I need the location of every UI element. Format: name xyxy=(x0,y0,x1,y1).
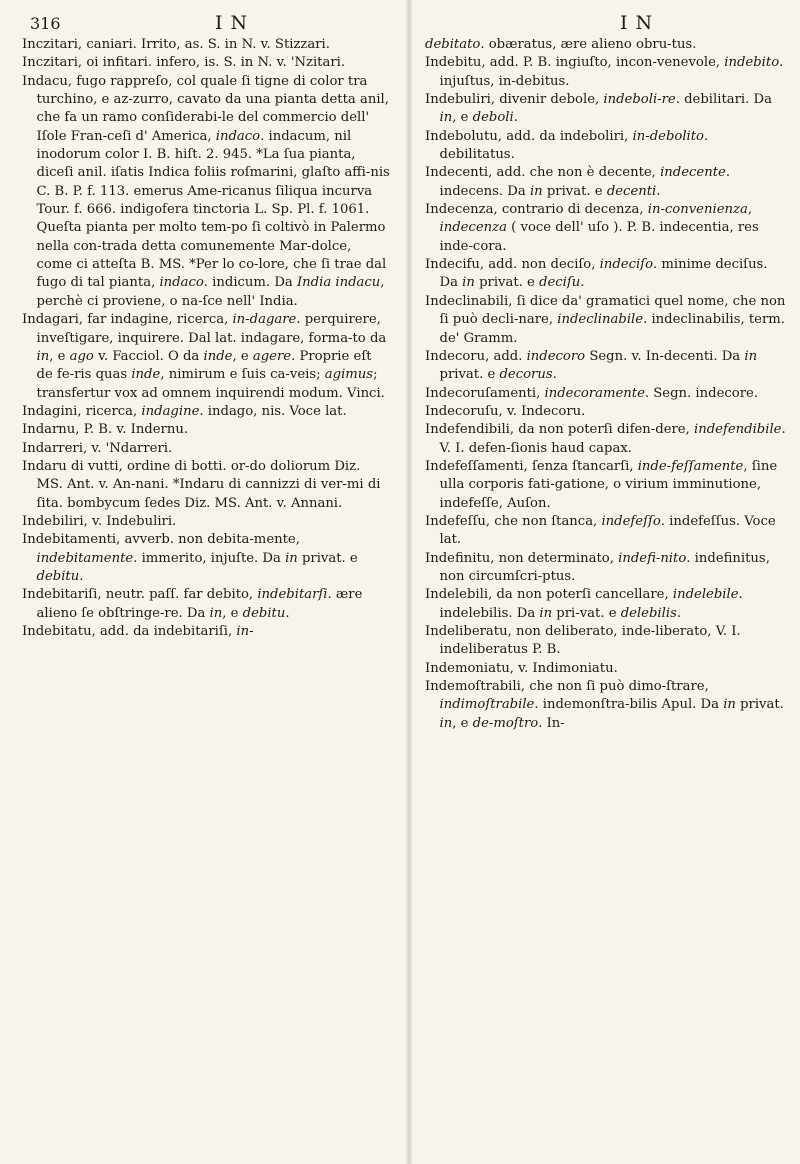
entry-text: . xyxy=(285,605,290,621)
entry-text: indimoſtrabile xyxy=(439,697,535,713)
dictionary-entry xyxy=(425,513,787,550)
entry-text: indebito xyxy=(724,55,780,71)
entry-text: Inczitari, caniari. Irrito, as. S. in N. v. Stizzari. xyxy=(22,37,330,52)
entry-text: indeclinabile xyxy=(557,312,644,328)
dictionary-entry xyxy=(425,660,787,678)
entry-text: . xyxy=(676,605,682,621)
entry-text: . xyxy=(656,183,661,199)
entry-text: indaco xyxy=(215,128,261,144)
entry-text: . V. I. defen-ſionis haud capax. xyxy=(439,422,786,456)
entry-text: Indebolutu, add. da indeboliri, xyxy=(425,128,633,144)
entry-text: , perchè ci proviene, o na-ſce nell' India. xyxy=(36,275,385,309)
entry-text: . injuſtus, in-debitus. xyxy=(439,55,784,89)
entry-text: . perquirere, inveſtigare, inquirere. Dal lat. indagare, forma-to da xyxy=(36,312,387,346)
dictionary-entry xyxy=(425,421,787,458)
entry-text: indefi-nito xyxy=(618,550,687,566)
entry-text: agimus xyxy=(324,367,374,383)
dictionary-entry xyxy=(22,54,390,72)
entry-text: privat. xyxy=(735,697,784,713)
entry-text: Segn. v. In-decenti. Da xyxy=(585,348,745,364)
dictionary-entry xyxy=(22,311,390,403)
entry-text: Indecenza, contrario di decenza, xyxy=(425,202,648,218)
entry-text: Indecoru, add. xyxy=(425,348,527,364)
entry-text: . indago, nis. Voce lat. xyxy=(199,403,347,419)
entry-text: inde-feſſamente xyxy=(637,458,744,474)
entry-text: , e xyxy=(452,110,473,126)
entry-text: in xyxy=(36,348,50,364)
dictionary-entry xyxy=(22,586,390,623)
entry-text: debitu xyxy=(36,568,80,584)
entry-text: ago xyxy=(69,348,94,364)
entry-text: in xyxy=(439,110,453,126)
entry-text: , xyxy=(747,202,753,218)
entry-text: indelebile xyxy=(672,587,739,603)
entry-text: in xyxy=(744,348,758,364)
entry-text: , nimirum e ſuis ca-veis; xyxy=(160,367,325,383)
entry-text: . indelebilis. Da xyxy=(439,587,743,621)
entry-text: v. Facciol. O da xyxy=(93,348,204,364)
entry-text: delebilis xyxy=(620,605,677,621)
entry-text: Indecoruſamenti, xyxy=(425,385,545,401)
dictionary-entry xyxy=(425,458,787,513)
entry-text: , ſine ulla corporis fati-gatione, o virium imminutione, indefeſſe, Auſon. xyxy=(439,458,778,511)
entry-text: . xyxy=(552,367,557,383)
entry-text: indeciſo xyxy=(599,257,654,273)
entry-text: Indebitu, add. P. B. ingiuſto, incon-venevole, xyxy=(425,55,725,71)
dictionary-entry xyxy=(425,348,787,385)
dictionary-entry xyxy=(22,458,390,513)
entry-text: in xyxy=(539,605,553,621)
dictionary-entry xyxy=(425,293,787,348)
entry-text: . xyxy=(513,110,518,126)
right-column xyxy=(425,36,787,1156)
page-number: 316 xyxy=(30,14,61,33)
dictionary-entry xyxy=(425,54,787,91)
entry-text: . indecens. Da xyxy=(439,165,731,199)
running-headword-left: I N xyxy=(215,12,249,34)
entry-text: deboli xyxy=(472,110,514,126)
entry-text: deciſu xyxy=(539,275,581,291)
entry-text: . indefeſſus. Voce lat. xyxy=(439,513,776,548)
running-headword-right: I N xyxy=(620,12,654,34)
entry-text: . indicum. Da xyxy=(203,275,297,291)
entry-text: indebitamente xyxy=(36,550,134,566)
entry-text: Indarnu, P. B. v. Indernu. xyxy=(22,422,189,438)
entry-text: indeboli-re xyxy=(603,92,676,108)
entry-text: indacu xyxy=(335,275,381,291)
entry-text: Indeclinabili, ſi dice da' gramatici quel nome, che non ſi può decli-nare, xyxy=(425,293,786,328)
entry-text: agere xyxy=(252,348,292,364)
dictionary-entry xyxy=(425,623,787,660)
entry-text: debitu xyxy=(242,605,286,621)
entry-text: Inczitari, oi infitari. infero, is. S. in N. v. 'Nzitari. xyxy=(22,55,346,71)
entry-text: in-dagare xyxy=(232,312,297,328)
entry-text: decenti xyxy=(606,183,657,199)
entry-text: in-debolito xyxy=(632,128,705,144)
entry-text: indagine xyxy=(141,403,200,419)
dictionary-entry xyxy=(425,36,787,54)
entry-text: Indeliberatu, non deliberato, inde-liberato, V. I. indeliberatus P. B. xyxy=(425,624,741,658)
entry-text: indebitarſi xyxy=(257,587,328,603)
entry-text: indefendibile xyxy=(694,422,782,438)
entry-text: . debilitatus. xyxy=(439,128,709,163)
entry-text: Indefeſſu, che non ſtanca, xyxy=(425,513,602,529)
dictionary-entry xyxy=(425,91,787,128)
entry-text: Indebitamenti, avverb. non debita-mente, xyxy=(22,532,300,548)
dictionary-entry xyxy=(22,623,390,641)
entry-text: decorus xyxy=(499,367,553,383)
entry-text: . xyxy=(580,275,585,291)
left-column xyxy=(22,36,390,1156)
entry-text: Indebuliri, divenir debole, xyxy=(425,92,604,108)
entry-text: India xyxy=(296,275,332,291)
entry-text: Indagini, ricerca, xyxy=(22,403,142,419)
entry-text: de-moſtro xyxy=(472,715,539,731)
entry-text: Indaru di vutti, ordine di botti. or-do doliorum Diz. MS. Ant. v. An-nani. *Indaru di cannizzi di ver-mi di ſita. bombycum ſedes Diz. MS. Ant. v. Annani. xyxy=(22,458,381,511)
entry-text: . Proprie eſt de fe-ris quas xyxy=(36,348,372,383)
entry-text: Indefeſſamenti, ſenza ſtancarſi, xyxy=(425,458,638,474)
entry-text: . In- xyxy=(538,715,565,731)
entry-text: . Segn. indecore. xyxy=(644,385,759,401)
entry-text: Indelebili, da non poterſi cancellare, xyxy=(425,587,673,603)
dictionary-entry xyxy=(22,421,390,439)
dictionary-entry xyxy=(425,678,787,733)
entry-text: Indebitariſi, neutr. paſſ. far debito, xyxy=(22,587,258,603)
entry-text: indaco xyxy=(159,275,204,291)
entry-text: . xyxy=(79,568,84,584)
entry-text: . immerito, injuſte. Da xyxy=(133,550,286,566)
entry-text: pri-vat. e xyxy=(552,605,621,621)
column-gutter xyxy=(405,0,413,1164)
dictionary-entry xyxy=(425,256,787,293)
entry-text: inde xyxy=(203,348,233,364)
entry-text: . indacum, nil inodorum color I. B. hiſt. 2. 945. *La ſua pianta, diceſi anil. iſatis Indica foliis roſmarini, glaſto affi-nis C. B. P. f. 113. emerus Ame-ricanus ſiliqua incurva Tour. f. 666. indigofera tinctoria L. Sp. Pl. f. 1061. Queſta pianta per molto tem-po ſi coltivò in Palermo nella con-trada detta comunemente Mar-dolce, come ci atteſta B. MS. *Per lo co-lore, che ſi trae dal fugo di tal pianta, xyxy=(36,128,390,291)
entry-text: ( voce dell' uſo ). P. B. indecentia, res inde-cora. xyxy=(439,220,759,254)
dictionary-entry xyxy=(425,201,787,256)
dictionary-entry xyxy=(22,73,390,311)
dictionary-entry xyxy=(425,385,787,403)
entry-text: in- xyxy=(236,624,254,639)
entry-text: . minime deciſus. Da xyxy=(439,257,768,291)
entry-text: . debilitari. Da xyxy=(675,92,772,108)
dictionary-entry xyxy=(425,586,787,623)
entry-text: , e xyxy=(232,348,253,364)
entry-text: Indarreri, v. 'Ndarreri. xyxy=(22,440,173,456)
dictionary-entry xyxy=(425,403,787,421)
entry-text: in xyxy=(462,275,475,291)
entry-text: privat. e xyxy=(542,183,607,199)
dictionary-entry xyxy=(22,36,390,54)
dictionary-entry xyxy=(425,128,787,165)
entry-text: Indacu, fugo rappreſo, col quale ſi tigne di color tra turchino, e az-zurro, cavato da una pianta detta anil, che fa un ramo conſiderabi-le del commercio dell' Iſole Fran-ceſi d' America, xyxy=(22,73,389,144)
entry-text: Indecoruſu, v. Indecoru. xyxy=(425,403,586,419)
entry-text: in xyxy=(439,715,453,731)
entry-text: . obæratus, ære alieno obru-tus. xyxy=(480,37,697,52)
entry-text: in xyxy=(209,605,223,621)
entry-text: in xyxy=(285,550,298,566)
entry-text: . ære alieno ſe obſtringe-re. Da xyxy=(36,587,363,621)
entry-text: privat. e xyxy=(439,367,500,383)
entry-text: debitato xyxy=(425,37,481,52)
dictionary-entry xyxy=(22,513,390,531)
entry-text: , e xyxy=(49,348,70,364)
entry-text: , e xyxy=(452,715,473,731)
entry-text: in xyxy=(723,697,736,713)
entry-text: . indemonſtra-bilis Apul. Da xyxy=(534,697,724,713)
entry-text: Indebitatu, add. da indebitariſi, xyxy=(22,624,237,639)
entry-text: indefeſſo xyxy=(601,513,661,529)
entry-text: Indemoſtrabili, che non ſi può dimo-ſtrare, xyxy=(425,679,709,695)
dictionary-entry xyxy=(425,164,787,201)
entry-text: . indeclinabilis, term. de' Gramm. xyxy=(439,312,785,346)
entry-text: Indebiliri, v. Indebuliri. xyxy=(22,513,177,529)
entry-text: privat. e xyxy=(474,275,540,291)
entry-text: , e xyxy=(222,605,243,621)
entry-text: Indecifu, add. non deciſo, xyxy=(425,257,600,273)
entry-text: indecoro xyxy=(526,348,586,364)
entry-text: Indefinitu, non determinato, xyxy=(425,550,619,566)
dictionary-entry xyxy=(425,550,787,587)
entry-text: indecoramente xyxy=(544,385,645,401)
entry-text: indecente xyxy=(660,165,726,181)
dictionary-entry xyxy=(22,440,390,458)
running-header xyxy=(30,6,770,36)
entry-text: privat. e xyxy=(297,550,358,566)
entry-text: Indemoniatu, v. Indimoniatu. xyxy=(425,660,618,676)
entry-text: Indecenti, add. che non è decente, xyxy=(425,165,661,181)
dictionary-entry xyxy=(22,403,390,421)
entry-text: indecenza xyxy=(439,220,507,236)
entry-text: Indefendibili, da non poterſi difen-dere, xyxy=(425,422,694,438)
entry-text: in xyxy=(529,183,543,199)
entry-text: in-convenienza xyxy=(647,202,748,218)
entry-text: . indefinitus, non circumſcri-ptus. xyxy=(439,550,770,584)
entry-text: inde xyxy=(131,367,161,383)
dictionary-entry xyxy=(22,531,390,586)
entry-text: Indagari, far indagine, ricerca, xyxy=(22,312,233,328)
entry-text: ; transfertur vox ad omnem inquirendi modum. Vinci. xyxy=(36,367,385,401)
